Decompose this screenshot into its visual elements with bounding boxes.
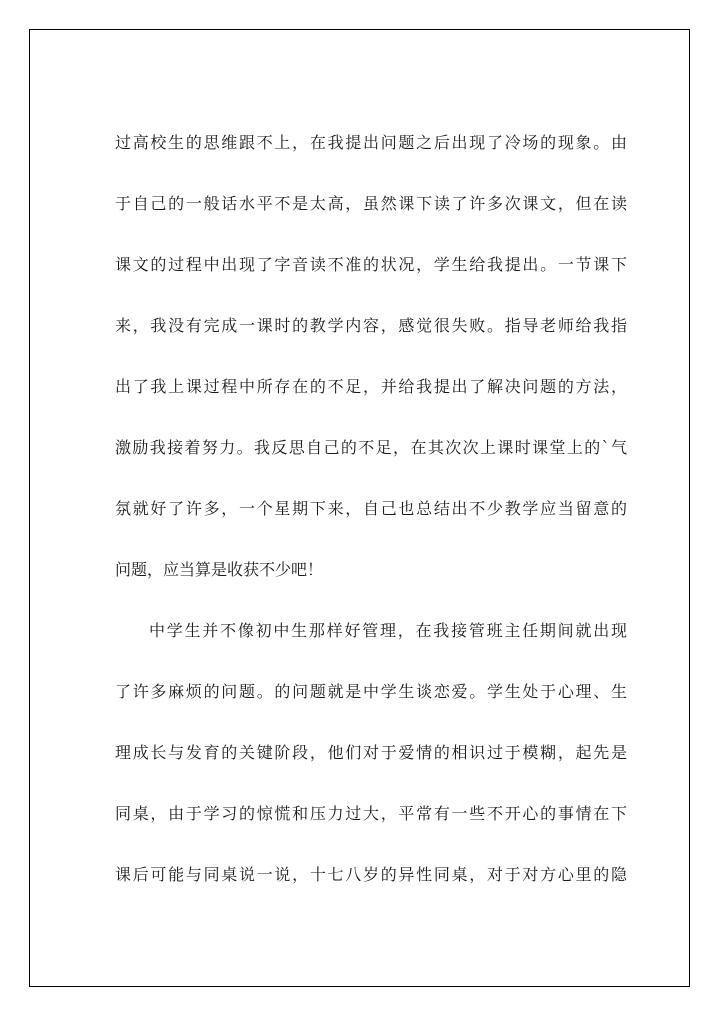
text-line: 理成长与发育的关键阶段，他们对于爱情的相识过于模糊，起先是 bbox=[115, 743, 627, 762]
text-line: 了许多麻烦的问题。的问题就是中学生谈恋爱。学生处于心理、生 bbox=[115, 682, 627, 701]
text-line: 课后可能与同桌说一说，十七八岁的异性同桌，对于对方心里的隐 bbox=[115, 865, 627, 884]
text-line: 课文的过程中出现了字音读不准的状况，学生给我提出。一节课下 bbox=[115, 255, 627, 274]
text-line: 过高校生的思维跟不上，在我提出问题之后出现了冷场的现象。由 bbox=[115, 133, 627, 152]
paragraph-start-line: 中学生并不像初中生那样好管理，在我接管班主任期间就出现 bbox=[149, 621, 627, 640]
text-line: 于自己的一般话水平不是太高，虽然课下读了许多次课文，但在读 bbox=[115, 194, 627, 213]
text-line: 同桌，由于学习的惊慌和压力过大，平常有一些不开心的事情在下 bbox=[115, 804, 627, 823]
document-body bbox=[115, 128, 627, 921]
text-line: 激励我接着努力。我反思自己的不足，在其次次上课时课堂上的`气 bbox=[115, 438, 627, 457]
text-line: 来，我没有完成一课时的教学内容，感觉很失败。指导老师给我指 bbox=[115, 316, 627, 335]
paragraph-end-line: 问题，应当算是收获不少吧！ bbox=[115, 560, 324, 579]
text-line: 氛就好了许多，一个星期下来，自己也总结出不少教学应当留意的 bbox=[115, 499, 627, 518]
text-line: 出了我上课过程中所存在的不足，并给我提出了解决问题的方法， bbox=[115, 377, 627, 396]
